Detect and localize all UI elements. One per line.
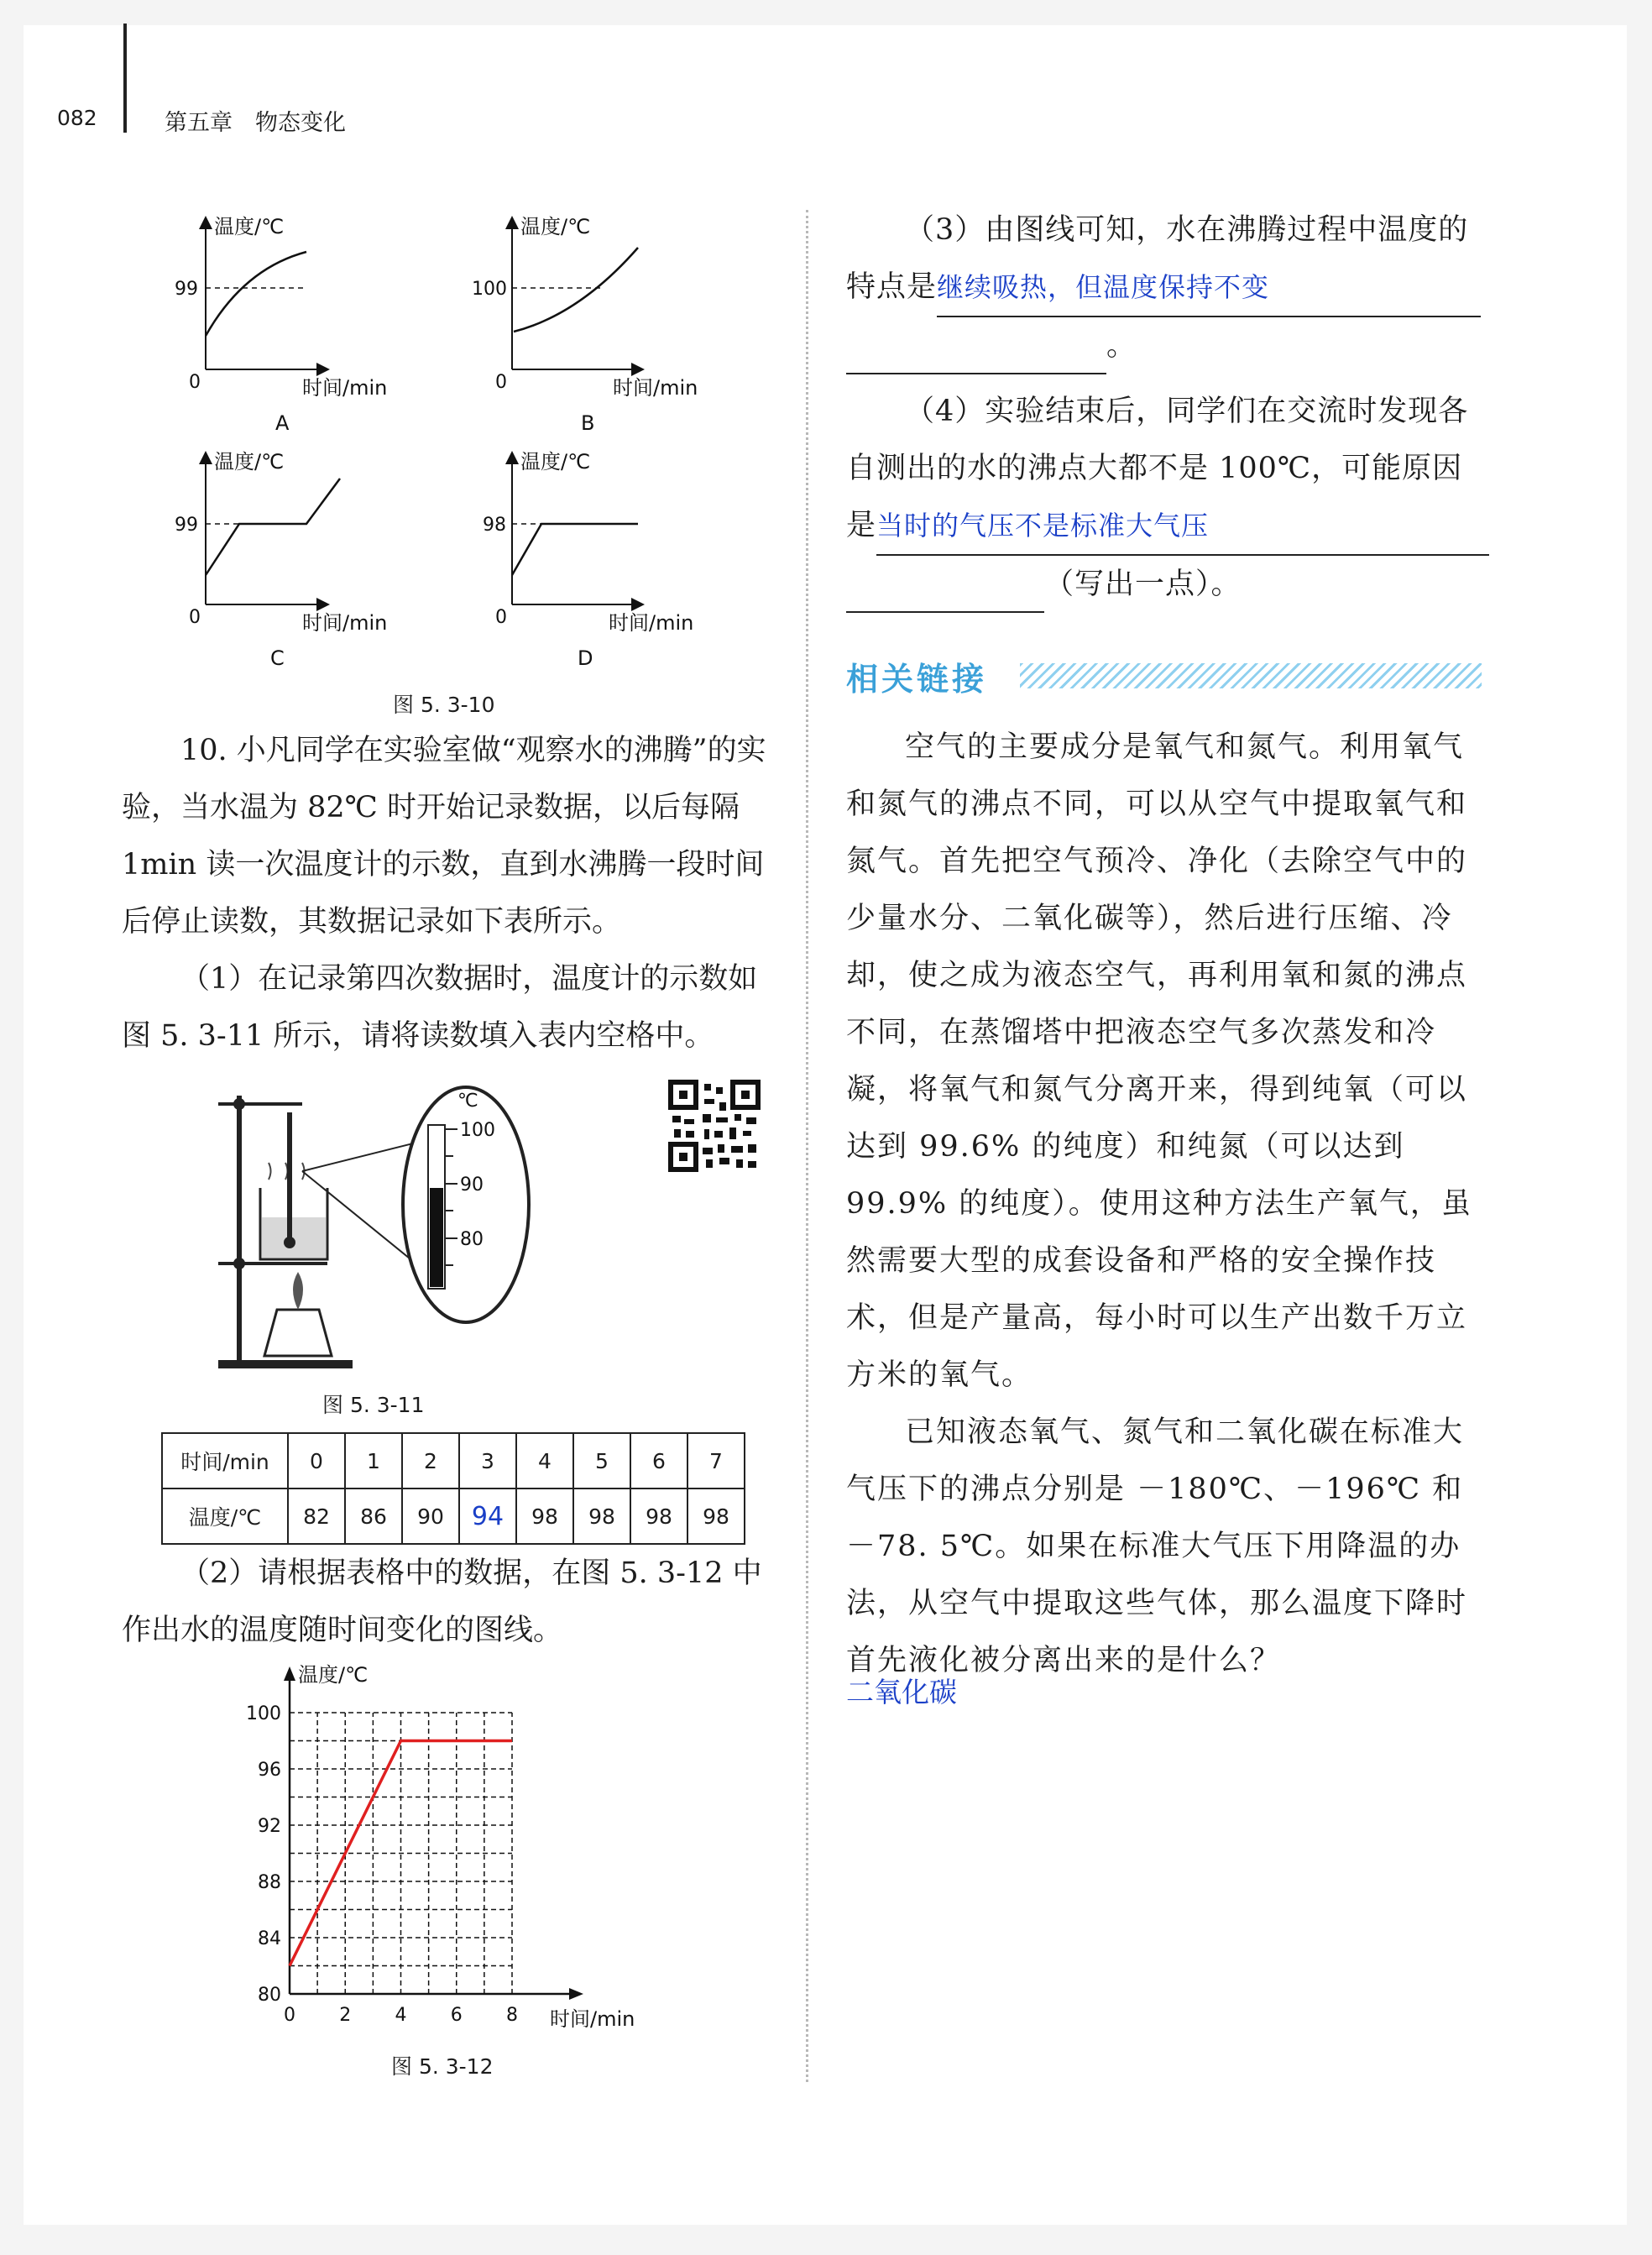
graph-a-mark: 99: [175, 279, 198, 300]
graph-c-ylabel: 温度/℃: [214, 450, 285, 473]
x-tick-label: 2: [339, 2005, 352, 2026]
q3-block: [846, 201, 1493, 613]
figure-5-3-10: [168, 201, 755, 670]
y-tick-label: 80: [258, 1985, 281, 2006]
table-cell: 3: [459, 1433, 516, 1489]
q3-line2: [846, 259, 1493, 317]
scale-unit: ℃: [457, 1091, 478, 1112]
header-rule: [123, 24, 127, 133]
related-link-text: [846, 719, 1493, 1689]
graph-c-mark: 99: [175, 515, 198, 536]
table-cell: 0: [288, 1433, 345, 1489]
graph-d-origin: 0: [495, 607, 507, 628]
alcohol-lamp: [264, 1272, 332, 1356]
table-header-temp: 温度/℃: [162, 1489, 288, 1544]
q10-part2: （2）请根据表格中的数据，在图 5. 3-12 中作出水的温度随时间变化的图线。: [122, 1557, 762, 1647]
table-cell: 86: [345, 1489, 402, 1544]
graph-d-xlabel: 时间/min: [609, 611, 694, 635]
q10-intro: 10. 小凡同学在实验室做“观察水的沸腾”的实验，当水温为 82℃ 时开始记录数据，以后每隔 1min 读一次温度计的示数，直到水沸腾一段时间后停止读数，其数据记录如下表所示。: [122, 734, 766, 939]
y-axis-label: 温度/℃: [298, 1663, 369, 1687]
y-tick-label: 84: [258, 1928, 281, 1949]
caption-5-3-11: 图 5. 3-11: [322, 1393, 425, 1417]
link-para-1: 空气的主要成分是氧气和氮气。利用氧气和氮气的沸点不同，可以从空气中提取氧气和氮气。首先把空气预冷、净化（去除空气中的少量水分、二氧化碳等），然后进行压缩、冷却，使之成为液态空气，再利用氧和氮的沸点不同，在蒸馏塔中把液态空气多次蒸发和冷凝，将氧气和氮气分离开来，得到纯氧（可以达到 99.6% 的纯度）和纯氮（可以达到 99.9% 的纯度）。使用这种方法生产氧气，虽然需要大型的成套设备和严格的安全操作技术，但是产量高，每小时可以生产出数千万立方米的氧气。: [846, 730, 1472, 1392]
graph-b-origin: 0: [495, 372, 507, 393]
q3-end: 。: [1106, 329, 1137, 363]
qr-code[interactable]: [667, 1079, 761, 1173]
q3-answer-blank[interactable]: [937, 259, 1481, 317]
graph-a-ylabel: 温度/℃: [214, 215, 285, 238]
graph-b-ylabel: 温度/℃: [520, 215, 591, 238]
table-cell: 82: [288, 1489, 345, 1544]
table-row-temp: [162, 1489, 745, 1544]
q4-prefix: 是: [846, 509, 877, 542]
q4-answer: 当时的气压不是标准大气压: [876, 510, 1210, 542]
q3-prefix: 特点是: [846, 270, 938, 304]
table-cell: 98: [516, 1489, 573, 1544]
graph-a-origin: 0: [189, 372, 201, 393]
caption-5-3-12: 图 5. 3-12: [391, 2054, 494, 2079]
graph-c-xlabel: 时间/min: [302, 611, 388, 635]
graph-b-label: B: [581, 411, 595, 435]
q4-answer-blank[interactable]: [876, 497, 1489, 556]
data-table: [161, 1432, 745, 1545]
scale-90: 90: [460, 1175, 484, 1196]
y-tick-label: 88: [258, 1872, 281, 1893]
table-answer-cell[interactable]: 94: [459, 1489, 516, 1544]
x-tick-label: 6: [450, 2005, 463, 2026]
graph-c-label: C: [270, 646, 285, 670]
figure-5-3-12-chart: [227, 1658, 663, 2036]
graph-d-mark: 98: [483, 515, 506, 536]
q3-line1: （3）由图线可知，水在沸腾过程中温度的: [905, 213, 1469, 247]
graph-d-label: D: [578, 646, 593, 670]
table-cell: 5: [573, 1433, 630, 1489]
y-tick-label: 92: [258, 1816, 281, 1837]
q4-line4: [846, 556, 1493, 613]
y-tick-label: 96: [258, 1760, 281, 1781]
q4-line1: （4）实验结束后，同学们在交流时发现各: [905, 395, 1469, 428]
table-row-time: [162, 1433, 745, 1489]
graph-b: [472, 215, 698, 435]
table-cell: 7: [687, 1433, 745, 1489]
related-link-title: 相关链接: [846, 661, 988, 698]
scale-80: 80: [460, 1229, 484, 1250]
q4-line3: [846, 497, 1493, 556]
table-cell: 6: [630, 1433, 687, 1489]
table-cell: 98: [630, 1489, 687, 1544]
graph-b-mark: 100: [472, 279, 507, 300]
related-link-stripe: [1020, 663, 1482, 688]
table-cell: 2: [402, 1433, 459, 1489]
q4-end: （写出一点）。: [1044, 568, 1242, 601]
page-number: 082: [57, 106, 97, 130]
x-tick-label: 8: [506, 2005, 518, 2026]
y-tick-label: 100: [246, 1703, 281, 1724]
graph-c: [175, 450, 387, 670]
table-cell: 98: [573, 1489, 630, 1544]
graph-c-origin: 0: [189, 607, 201, 628]
q4-line2: 自测出的水的沸点大都不是 100℃，可能原因: [846, 452, 1463, 485]
x-tick-label: 4: [395, 2005, 407, 2026]
chapter-title: 第五章 物态变化: [165, 110, 346, 136]
q10-part1: （1）在记录第四次数据时，温度计的示数如图 5. 3-11 所示，请将读数填入表内空格中。: [122, 962, 758, 1053]
y-axis-arrow: [284, 1666, 295, 1681]
graph-b-xlabel: 时间/min: [613, 376, 698, 400]
table-cell: 98: [687, 1489, 745, 1544]
x-axis-arrow: [569, 1988, 583, 2000]
q4-blank-2[interactable]: [846, 571, 1044, 613]
q3-answer: 继续吸热，但温度保持不变: [937, 271, 1270, 303]
graph-a-xlabel: 时间/min: [302, 376, 388, 400]
caption-5-3-10: 图 5. 3-10: [393, 693, 495, 717]
x-tick-label: 0: [284, 2005, 295, 2026]
table-header-time: 时间/min: [162, 1433, 288, 1489]
table-cell: 4: [516, 1433, 573, 1489]
graph-d: [483, 450, 693, 670]
q3-blank-2[interactable]: [846, 332, 1106, 374]
table-cell: 1: [345, 1433, 402, 1489]
final-answer: 二氧化碳: [846, 1676, 957, 1708]
table-cell: 90: [402, 1489, 459, 1544]
link-para-2: 已知液态氧气、氮气和二氧化碳在标准大气压下的沸点分别是 －180℃、－196℃ 和 －78. 5℃。如果在标准大气压下用降温的办法，从空气中提取这些气体，那么温度下降时首先液化被分离出来的是什么？: [846, 1415, 1468, 1677]
x-axis-label: 时间/min: [550, 2007, 635, 2031]
graph-d-ylabel: 温度/℃: [520, 450, 591, 473]
q3-line3: [846, 317, 1493, 374]
graph-a-label: A: [275, 411, 290, 435]
question-10: [122, 722, 776, 1065]
graph-a: [175, 215, 387, 435]
figure-5-3-11: [210, 1079, 562, 1373]
q10-part2-block: [122, 1545, 776, 1659]
column-divider: [806, 210, 808, 2082]
scale-100: 100: [460, 1120, 495, 1141]
